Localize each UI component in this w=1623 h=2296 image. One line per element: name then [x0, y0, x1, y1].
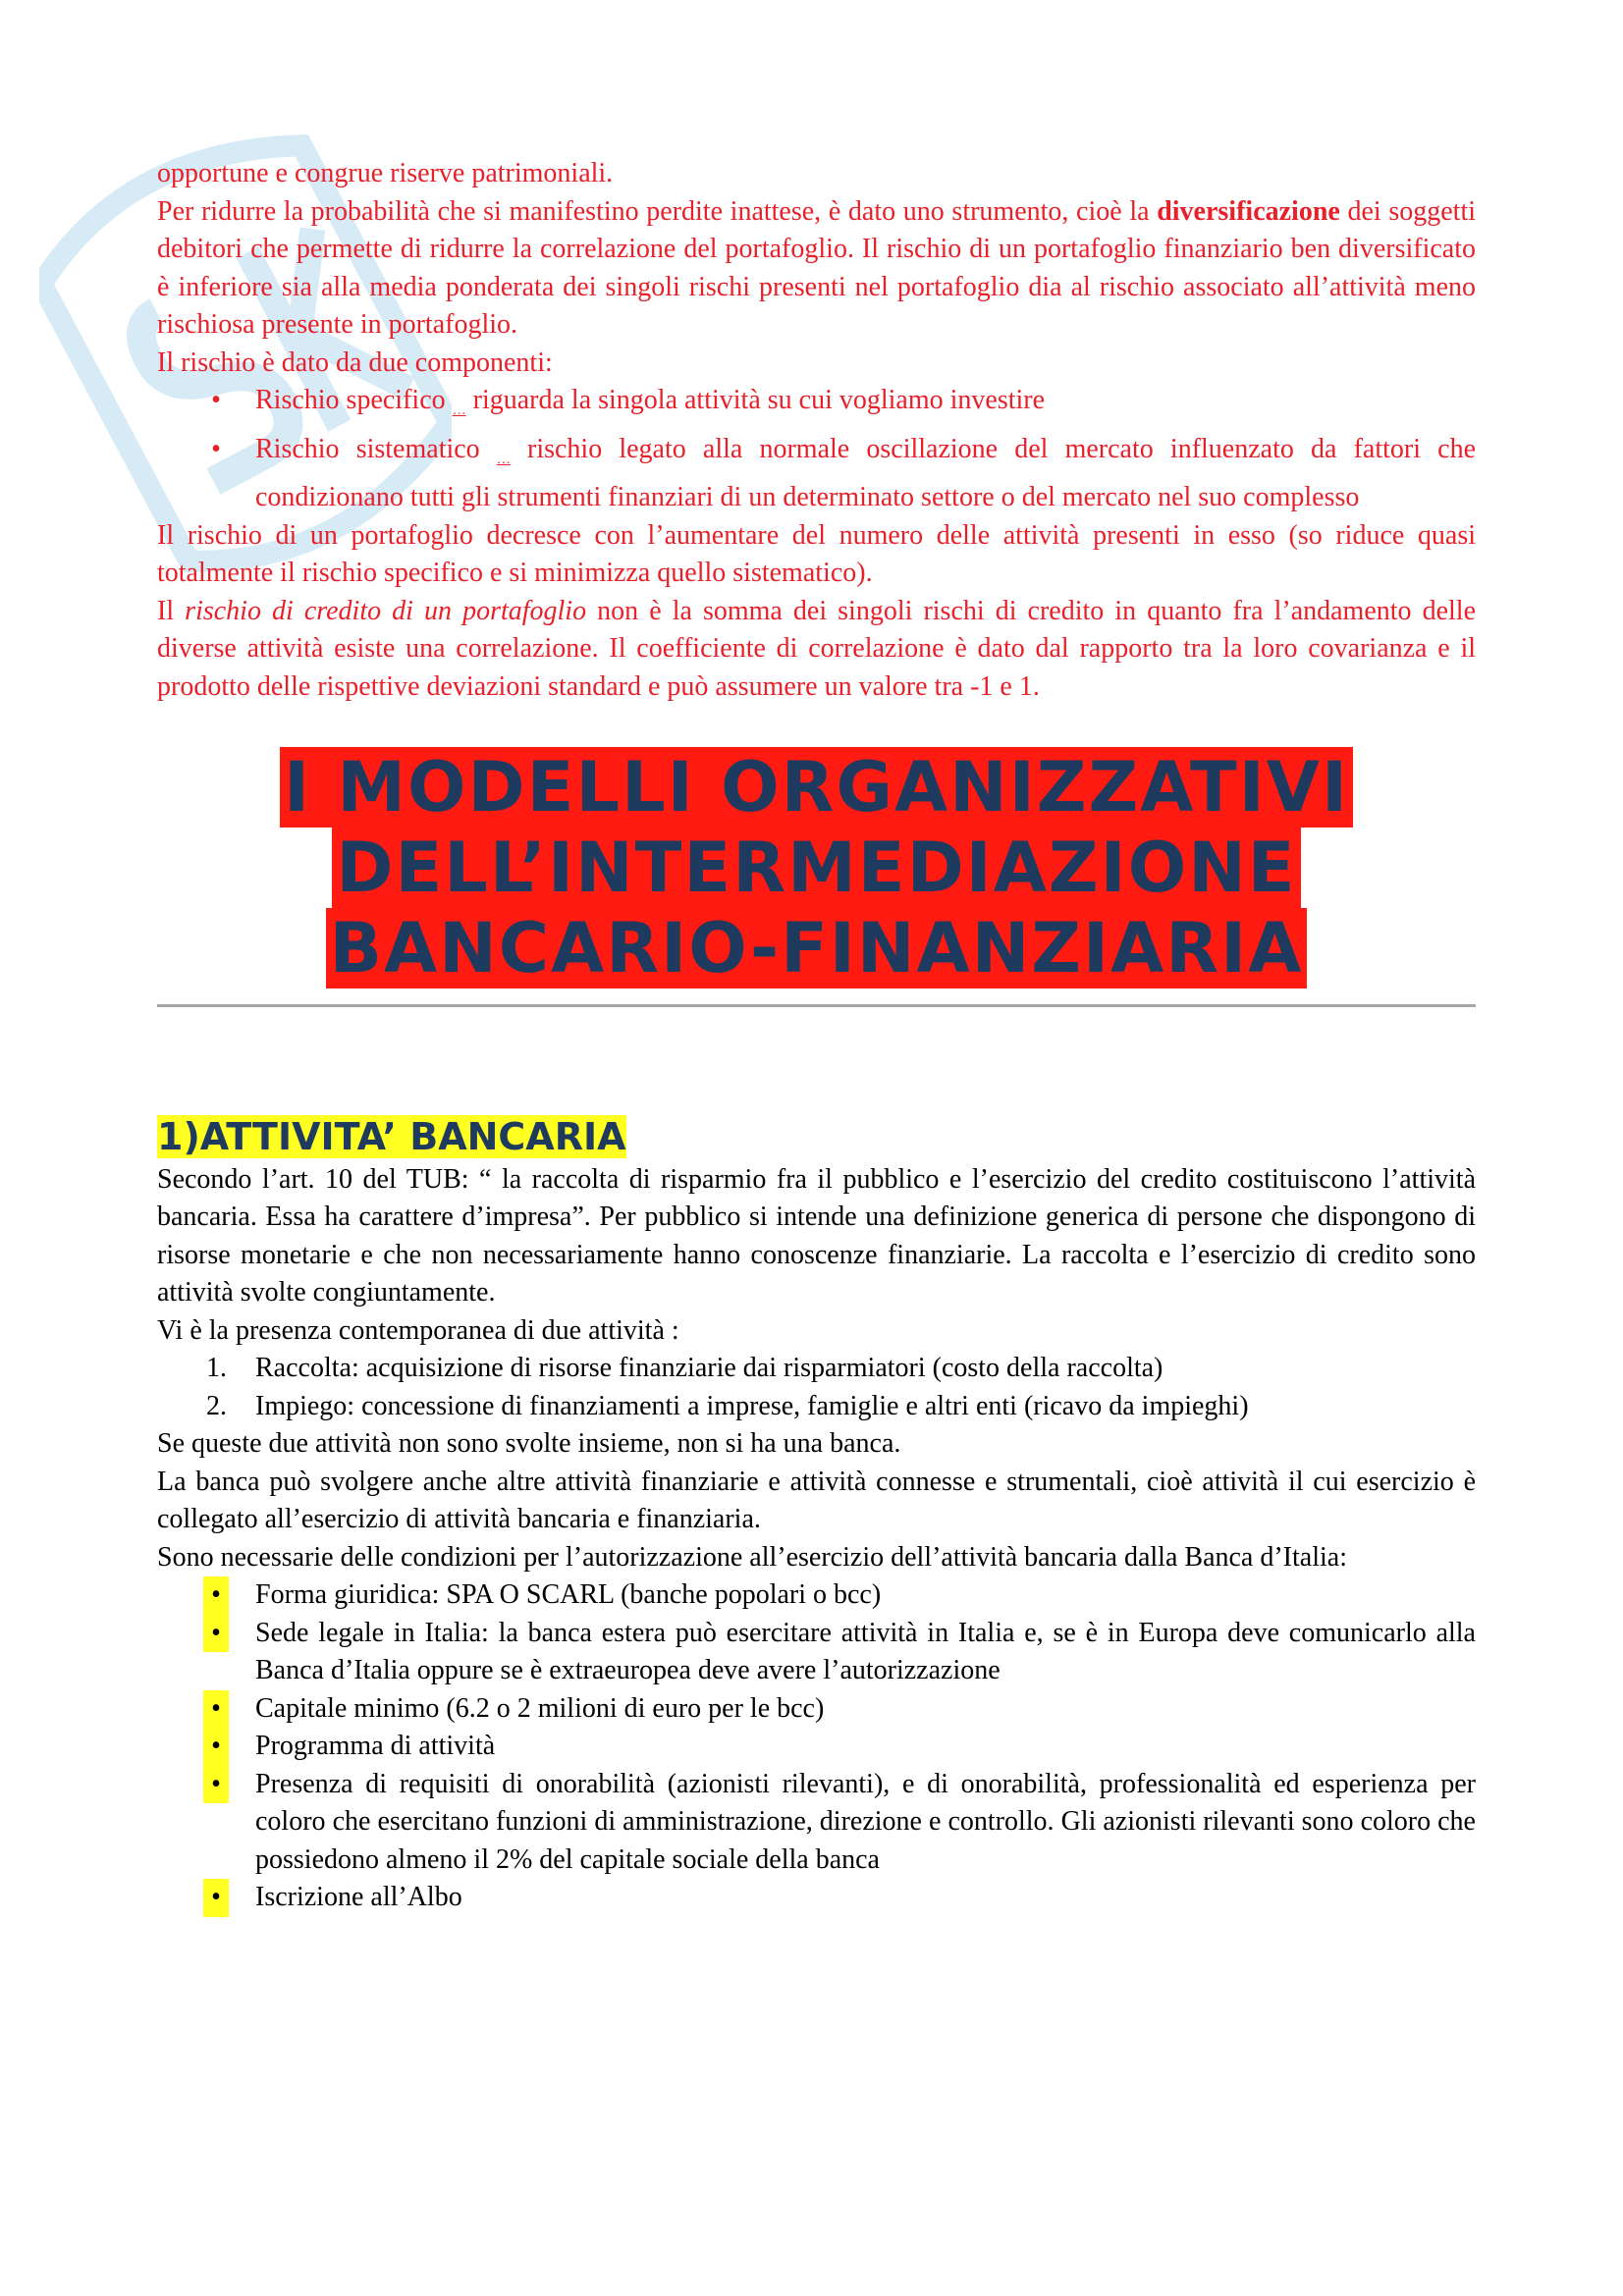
section-heading: 1)ATTIVITA’ BANCARIA [157, 1115, 626, 1158]
text-span: Per ridurre la probabilità che si manifestino perdite inattese, è dato uno strumento, cioè la [157, 195, 1158, 227]
item-text: Raccolta: acquisizione di risorse finanziarie dai risparmiatori (costo della raccolta) [255, 1353, 1163, 1383]
bullet-icon: • [203, 1615, 229, 1653]
list-item [157, 1350, 1476, 1388]
list-item [157, 1615, 1476, 1690]
title-line: DELL’INTERMEDIAZIONE [332, 828, 1300, 908]
activities-list [157, 1350, 1476, 1425]
intro-line1: opportune e congrue riserve patrimoniali. [157, 158, 614, 188]
italic-term: rischio di credito di un portafoglio [185, 595, 587, 626]
section-paragraph-other-activities: La banca può svolgere anche altre attività finanziarie e attività connesse e strumentali, cioè attività il cui esercizio è collegato all’esercizio di attività bancaria e finanziaria. [157, 1466, 1476, 1534]
risk-components-list [157, 382, 1476, 517]
list-item [157, 431, 1476, 517]
chapter-title [157, 747, 1476, 988]
bullet-icon: • [203, 1728, 229, 1766]
document-page [157, 155, 1476, 1917]
intro-paragraph-diversificazione [157, 193, 1476, 345]
bullet-icon: • [211, 385, 221, 415]
ellipsis: … [452, 403, 466, 418]
item-text: Forma giuridica: SPA O SCARL (banche popolari o bcc) [255, 1579, 882, 1610]
item-number: 1. [206, 1353, 227, 1383]
item-text: Programma di attività [255, 1731, 496, 1761]
item-text: Impiego: concessione di finanziamenti a imprese, famiglie e altri enti (ricavo da impieghi) [255, 1390, 1249, 1421]
item-text: riguarda la singola attività su cui vogliamo investire [465, 385, 1046, 415]
section-paragraph-conditions: Sono necessarie delle condizioni per l’autorizzazione all’esercizio dell’attività bancaria dalla Banca d’Italia: [157, 1541, 1347, 1573]
section-paragraph-tub: Secondo l’art. 10 del TUB: “ la raccolta di risparmio fra il pubblico e l’esercizio del credito costituiscono l’attività bancaria. Essa ha carattere d’impresa”. Per pubblico si intende una definizione generica di persone che dispongono di risorse monetarie e che non necessariamente hanno conoscenze finanziarie. La raccolta e l’esercizio di credito sono attività svolte congiuntamente. [157, 1163, 1476, 1308]
section-paragraph-not-bank: Se queste due attività non sono svolte insieme, non si ha una banca. [157, 1428, 901, 1459]
item-text: Presenza di requisiti di onorabilità (azionisti rilevanti), e di onorabilità, professionalità ed esperienza per coloro che esercitano funzioni di amministrazione, direzione e controllo. Gli azionisti rilevanti sono coloro che possiedono almeno il 2% del capitale sociale della banca [255, 1768, 1476, 1875]
list-item [157, 1576, 1476, 1615]
title-line: BANCARIO-FINANZIARIA [326, 908, 1308, 988]
list-item [157, 382, 1476, 431]
section-body [157, 1161, 1476, 1917]
item-text: Iscrizione all’Albo [255, 1882, 462, 1912]
bullet-icon: • [203, 1576, 229, 1615]
conditions-list [157, 1576, 1476, 1917]
item-text: rischio legato alla normale oscillazione del mercato influenzato da fattori che condizionano tutti gli strumenti finanziari di un determinato settore o del mercato nel suo complesso [255, 433, 1477, 512]
ellipsis: … [496, 452, 511, 467]
horizontal-divider [157, 1004, 1476, 1007]
bullet-icon: • [203, 1690, 229, 1729]
intro-block [157, 155, 1476, 706]
text-span: dei soggetti debitori che permette di ridurre la correlazione del portafoglio. Il rischio di un portafoglio finanziario ben diversificato è inferiore sia alla media ponderata dei singoli rischi presenti nel portafoglio dia al rischio associato all’attività meno rischiosa presente in portafoglio. [157, 195, 1476, 340]
list-item [157, 1728, 1476, 1766]
intro-paragraph-portfolio: Il rischio di un portafoglio decresce con l’aumentare del numero delle attività presenti in esso (so riduce quasi totalmente il rischio specifico e si minimizza quello sistematico). [157, 519, 1476, 588]
item-label: Rischio sistematico [255, 433, 497, 464]
text-span: Il [157, 595, 186, 626]
list-item [157, 1388, 1476, 1426]
list-item [157, 1879, 1476, 1917]
bold-term: diversificazione [1157, 195, 1340, 227]
item-label: Rischio specifico [255, 385, 453, 415]
bullet-icon: • [203, 1879, 229, 1917]
bullet-icon: • [203, 1766, 229, 1804]
section-paragraph-two-activities: Vi è la presenza contemporanea di due attività : [157, 1314, 679, 1346]
item-text: Sede legale in Italia: la banca estera può esercitare attività in Italia e, se è in Europa deve comunicarlo alla Banca d’Italia oppure se è extraeuropea deve avere l’autorizzazione [255, 1617, 1476, 1685]
list-item [157, 1766, 1476, 1880]
item-text: Capitale minimo (6.2 o 2 milioni di euro per le bcc) [255, 1692, 825, 1724]
list-item [157, 1690, 1476, 1729]
title-line: I MODELLI ORGANIZZATIVI [280, 747, 1353, 828]
intro-paragraph-components: Il rischio è dato da due componenti: [157, 347, 553, 378]
text-span: non è la somma dei singoli rischi di credito in quanto fra l’andamento delle diverse attività esiste una correlazione. Il coefficiente di correlazione è dato dal rapporto tra la loro covarianza e il prodotto delle rispettive deviazioni standard e può assumere un valore tra -1 e 1. [157, 595, 1477, 702]
item-number: 2. [206, 1390, 227, 1421]
bullet-icon: • [211, 433, 221, 464]
intro-paragraph-credit-risk [157, 593, 1476, 707]
